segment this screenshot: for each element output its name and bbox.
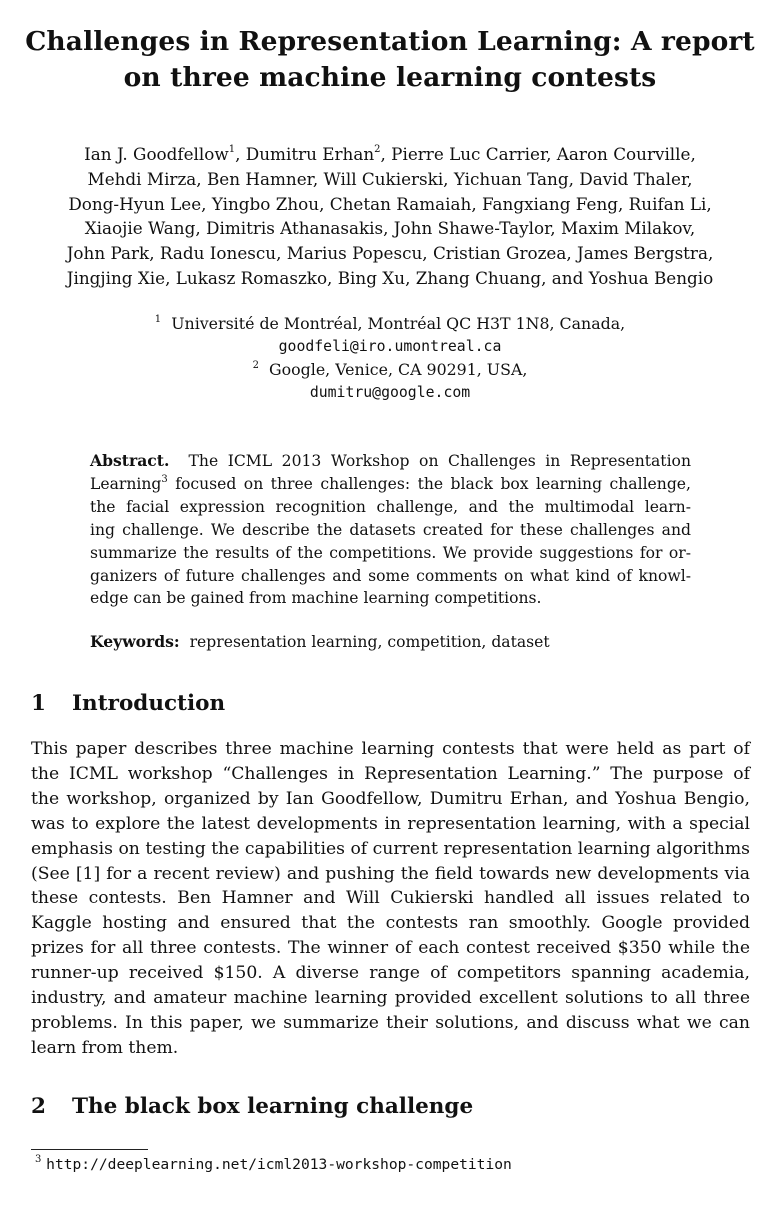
abstract — [90, 450, 691, 610]
abstract-line: ing challenge. We describe the datasets created for these challenges and — [90, 520, 691, 539]
author-line: John Park, Radu Ionescu, Marius Popescu, Cristian Grozea, James Bergstra, — [66, 243, 714, 264]
body-line: the workshop, organized by Ian Goodfellow, Dumitru Erhan, and Yoshua Bengio, — [31, 788, 750, 809]
author-name: , Dumitru Erhan — [235, 144, 375, 164]
abstract-line: Abstract. The ICML 2013 Workshop on Challenges in Representation — [90, 451, 691, 470]
body-line: industry, and amateur machine learning provided excellent solutions to all three — [31, 988, 750, 1009]
footnote-mark: 3 — [161, 473, 168, 485]
keywords-label: Keywords: — [90, 632, 180, 651]
title-line-2: on three machine learning contests — [123, 62, 657, 93]
paper-title — [20, 24, 760, 96]
section-heading-2 — [31, 1093, 473, 1121]
footnote-mark: 3 — [35, 1154, 42, 1165]
abstract-line: ganizers of future challenges and some comments on what kind of knowl- — [90, 566, 691, 585]
body-line: these contests. Ben Hamner and Will Cukierski handled all issues related to — [31, 888, 750, 909]
affiliations — [20, 312, 760, 404]
body-line: prizes for all three contests. The winner of each contest received $350 while the — [31, 938, 750, 959]
author-line: Jingjing Xie, Lukasz Romaszko, Bing Xu, Zhang Chuang, and Yoshua Bengio — [66, 267, 714, 288]
author-line: Dong-Hyun Lee, Yingbo Zhou, Chetan Ramaiah, Fangxiang Feng, Ruifan Li, — [68, 193, 712, 214]
author-line — [20, 142, 760, 167]
body-line: was to explore the latest developments in representation learning, with a special — [31, 813, 750, 834]
footnote — [35, 1153, 512, 1176]
section-title: The black box learning challenge — [72, 1094, 474, 1119]
email-1: goodfeli@iro.umontreal.ca — [278, 338, 502, 355]
abstract-line: Learning$^3$ focused on three challenges: the black box learning challenge, — [90, 473, 691, 493]
email-2: dumitru@google.com — [309, 384, 471, 401]
title-line-1: Challenges in Representation Learning: A report — [25, 26, 755, 57]
author-line: Mehdi Mirza, Ben Hamner, Will Cukierski, Yichuan Tang, David Thaler, — [87, 168, 693, 189]
affiliation-mark: 1 — [154, 313, 162, 325]
section-title: Introduction — [72, 691, 226, 716]
section-number: 2 — [31, 1094, 46, 1119]
section-number: 1 — [31, 691, 46, 716]
footnote-url[interactable]: http://deeplearning.net/icml2013-workshop-competition — [46, 1156, 512, 1173]
footnote-divider — [31, 1149, 148, 1150]
abstract-line: the facial expression recognition challenge, and the multimodal learn- — [90, 497, 691, 516]
author-name: Ian J. Goodfellow — [84, 144, 229, 164]
section-1-body — [31, 737, 750, 1061]
affiliation-mark: 2 — [374, 144, 381, 156]
author-list — [20, 142, 760, 291]
abstract-line: edge can be gained from machine learning competitions. — [90, 589, 542, 608]
section-heading-1 — [31, 690, 225, 718]
body-line: the ICML workshop “Challenges in Representation Learning.” The purpose of — [31, 763, 750, 784]
affiliation-mark: 2 — [252, 359, 259, 371]
abstract-label: Abstract. — [90, 451, 170, 470]
affiliation-1: $^1$ Université de Montréal, Montréal QC H3T 1N8, Canada, — [154, 313, 626, 333]
body-line: Kaggle hosting and ensured that the contests ran smoothly. Google provided — [31, 913, 750, 934]
abstract-line: summarize the results of the competitions. We provide suggestions for or- — [90, 543, 691, 562]
author-name: , Pierre Luc Carrier, Aaron Courville, — [380, 144, 696, 164]
body-line: (See [1] for a recent review) and pushing the field towards new developments via — [31, 863, 750, 884]
body-line: emphasis on testing the capabilities of current representation learning algorithms — [31, 838, 750, 859]
affiliation-mark: 1 — [228, 144, 236, 156]
keywords — [90, 630, 550, 654]
affiliation-2: $^2$ Google, Venice, CA 90291, USA, — [252, 359, 528, 379]
keywords-text: representation learning, competition, dataset — [189, 633, 550, 651]
body-line: runner-up received $150. A diverse range of competitors spanning academia, — [31, 963, 750, 984]
author-line: Xiaojie Wang, Dimitris Athanasakis, John Shawe-Taylor, Maxim Milakov, — [84, 218, 696, 239]
body-line: This paper describes three machine learning contests that were held as part of — [31, 739, 750, 759]
body-line: problems. In this paper, we summarize their solutions, and discuss what we can — [31, 1012, 750, 1033]
body-line: learn from them. — [31, 1037, 179, 1058]
